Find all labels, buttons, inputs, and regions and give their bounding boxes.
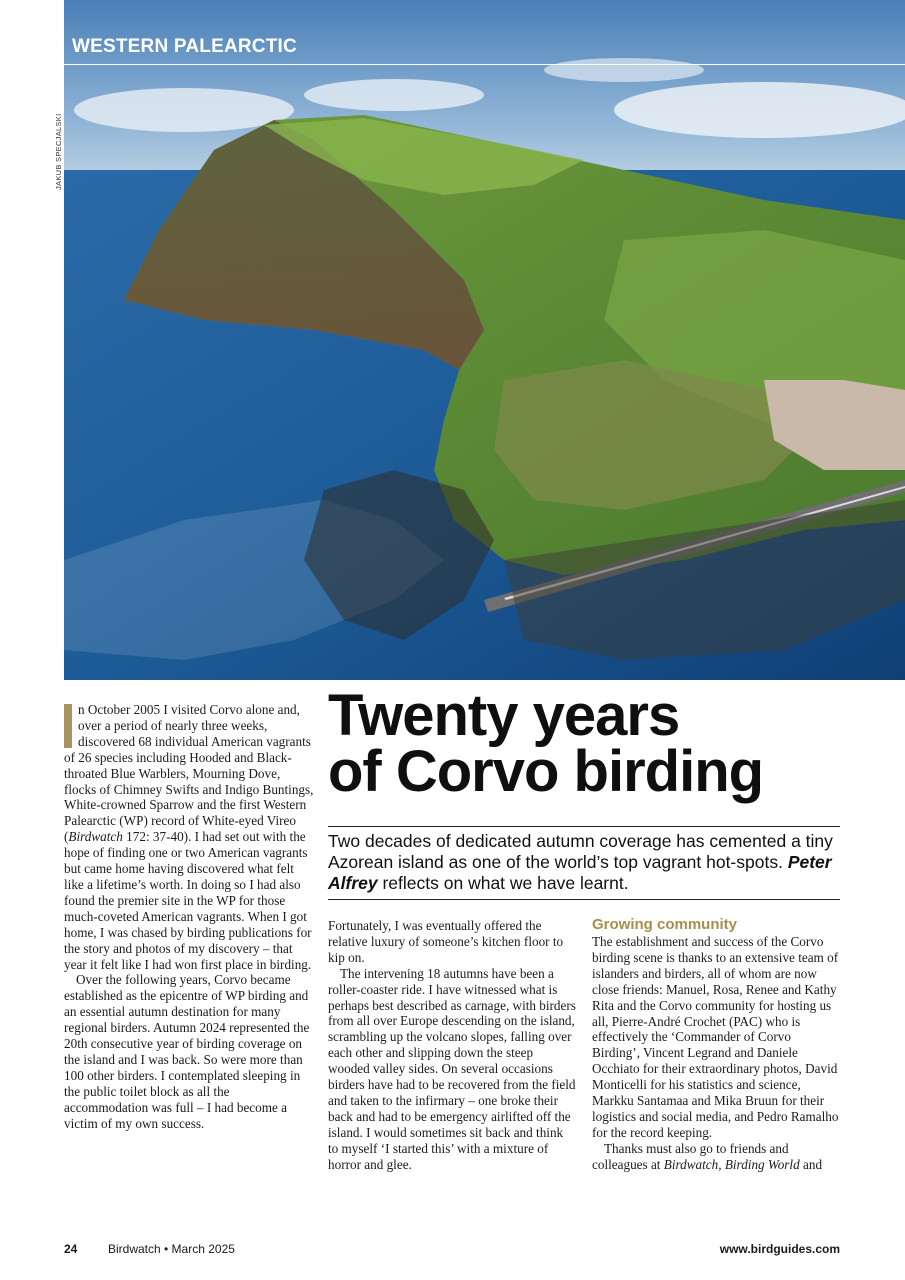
body-paragraph: Over the following years, Corvo became established as the epicentre of WP birding and an essential autumn destination for many regional birders. Autumn 2024 represented the 20th consecutive year of birding coverage on the island and I was back. So were more than 100 other birders. I contemplated sleeping in the public toilet block as all the accommodation was full – I had become a victim of my own success. — [64, 972, 310, 1131]
body-paragraph: Fortunately, I was eventually offered the relative luxury of someone’s kitchen floor to kip on. — [328, 918, 564, 965]
publication-ref: Birdwatch — [663, 1156, 719, 1172]
section-label: WESTERN PALEARCTIC — [72, 36, 297, 57]
headline — [328, 683, 888, 804]
headline-line-1: Twenty years — [328, 683, 680, 748]
publication-ref: Birdwatch — [68, 829, 123, 845]
author-name: Peter Alfrey — [328, 852, 832, 893]
col1-p1-end: 172: 37-40). I had set out with the hope of finding one or two American vagrants but came home having discovered what felt like a lifetime’s worth. In doing so I had also found the premier site in the WP for those much-coveted American vagrants. When I got home, I was chased by birding publications for the story and photos of my discovery – that year it felt like I had won first place in birding. — [64, 829, 312, 972]
body-column-1 — [64, 702, 314, 1131]
col3-p2-text: Thanks must also go to friends and colleagues at — [592, 1140, 789, 1172]
headline-line-2: of Corvo birding — [328, 739, 764, 804]
island-aerial-illustration — [64, 0, 905, 680]
body-paragraph: The establishment and success of the Corvo birding scene is thanks to an extensive team of islanders and birders, all of whom are now close friends: Manuel, Rosa, Renee and Kathy Rita and the Corvo community for hosting us all, Pierre-André Crochet (PAC) who is effectively the ‘Commander of Corvo Birding’, Vincent Legrand and Daniele Occhiato for their extraordinary photos, David Monticelli for his statistics and science, Markku Santamaa and Mika Bruun for their logistics and social media, and Pedro Ramalho for the record keeping. — [592, 934, 839, 1140]
body-column-3 — [592, 916, 842, 1173]
publication-ref: Birding World — [724, 1156, 800, 1172]
body-paragraph — [64, 702, 314, 972]
cover-photo — [64, 0, 905, 680]
section-rule — [64, 64, 905, 65]
col3-p2-end: and — [799, 1156, 823, 1172]
website-link[interactable]: www.birdguides.com — [719, 1242, 840, 1256]
photo-credit: JAKUB SPECJALSKI — [54, 113, 63, 190]
body-paragraph — [592, 1141, 842, 1173]
body-column-2 — [328, 918, 576, 1173]
page-number: 24 — [64, 1242, 78, 1256]
drop-cap-marker — [64, 704, 72, 748]
col3-p2-sep: , — [718, 1156, 725, 1172]
subheading: Growing community — [592, 916, 738, 933]
standfirst-text: Two decades of dedicated autumn coverage has cemented a tiny Azorean island as one of the world’s top vagrant hot-spots. — [328, 831, 833, 872]
standfirst — [328, 826, 840, 900]
col1-p1-text: n October 2005 I visited Corvo alone and, over a period of nearly three weeks, discovered 68 individual American vagrants of 26 species including Hooded and Black-throated Blue Warblers, Mourning Dove, flocks of Chimney Swifts and Indigo Buntings, White-crowned Sparrow and the first Western Palearctic (WP) record of White-eyed Vireo ( — [64, 702, 314, 845]
magazine-issue: Birdwatch • March 2025 — [108, 1242, 235, 1256]
standfirst-end: reflects on what we have learnt. — [382, 873, 629, 893]
body-paragraph: The intervening 18 autumns have been a roller-coaster ride. I have witnessed what is perhaps best described as carnage, with birders from all over Europe descending on the island, scrambling up the volcano slopes, falling over each other and slipping down the steep wooded valley sides. On several occasions birders have had to be recovered from the field and taken to the infirmary – one broke their back and had to be emergency airlifted off the island. I would sometimes sit back and think to myself ‘I started this’ with a mixture of horror and glee. — [328, 965, 576, 1172]
